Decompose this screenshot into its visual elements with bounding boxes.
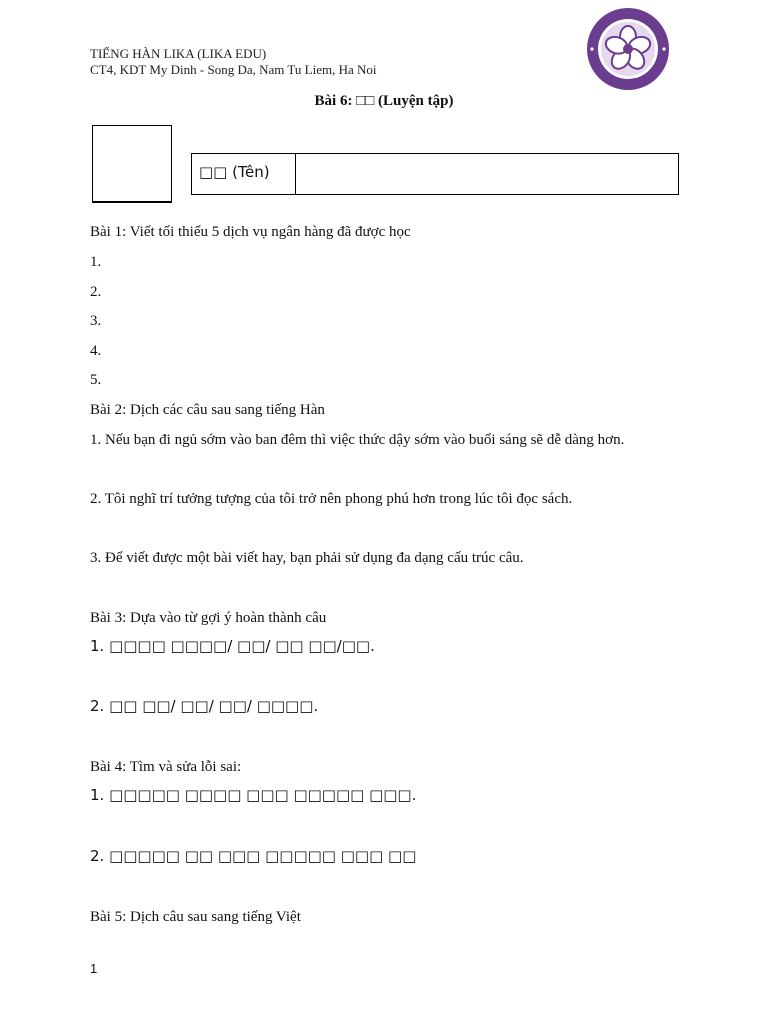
exercise-1-item: 1. bbox=[90, 254, 102, 270]
org-name: TIẾNG HÀN LIKA (LIKA EDU) bbox=[90, 46, 267, 61]
page-number: 1 bbox=[90, 961, 98, 976]
exercise-4-item: 2. □□□□□ □□ □□□ □□□□□ □□□ □□ bbox=[90, 847, 417, 865]
name-table bbox=[191, 153, 679, 195]
exercise-3-heading: Bài 3: Dựa vào từ gợi ý hoàn thành câu bbox=[90, 610, 327, 626]
exercise-3-item: 2. □□ □□/ □□/ □□/ □□□□. bbox=[90, 697, 319, 715]
exercise-1-item: 3. bbox=[90, 313, 102, 329]
exercise-3-item: 1. □□□□ □□□□/ □□/ □□ □□/□□. bbox=[90, 637, 375, 655]
exercise-1-item: 2. bbox=[90, 284, 102, 300]
exercise-2-heading: Bài 2: Dịch các câu sau sang tiếng Hàn bbox=[90, 402, 325, 418]
exercise-2-item: 2. Tôi nghĩ trí tưởng tượng của tôi trở nên phong phú hơn trong lúc tôi đọc sách. bbox=[90, 491, 573, 507]
exercise-1-item: 4. bbox=[90, 343, 102, 359]
exercise-2-item: 1. Nếu bạn đi ngủ sớm vào ban đêm thì việc thức dậy sớm vào buổi sáng sẽ dễ dàng hơn. bbox=[90, 432, 625, 448]
page-title: Bài 6: □□ (Luyện tập) bbox=[314, 93, 454, 109]
exercise-1-heading: Bài 1: Viết tối thiểu 5 dịch vụ ngân hàng đã được học bbox=[90, 224, 411, 240]
lika-logo-icon bbox=[586, 7, 670, 91]
exercise-4-heading: Bài 4: Tìm và sửa lỗi sai: bbox=[90, 759, 242, 775]
photo-box bbox=[92, 125, 172, 203]
name-value-field[interactable] bbox=[296, 154, 678, 194]
exercise-1-item: 5. bbox=[90, 372, 102, 388]
exercise-5-heading: Bài 5: Dịch câu sau sang tiếng Việt bbox=[90, 909, 301, 925]
exercise-2-item: 3. Để viết được một bài viết hay, bạn phải sử dụng đa dạng cấu trúc câu. bbox=[90, 550, 524, 566]
exercise-4-item: 1. □□□□□ □□□□ □□□ □□□□□ □□□. bbox=[90, 786, 417, 804]
org-address: CT4, KDT My Dinh - Song Da, Nam Tu Liem, Ha Noi bbox=[90, 62, 377, 77]
name-label: □□ (Tên) bbox=[192, 154, 296, 194]
